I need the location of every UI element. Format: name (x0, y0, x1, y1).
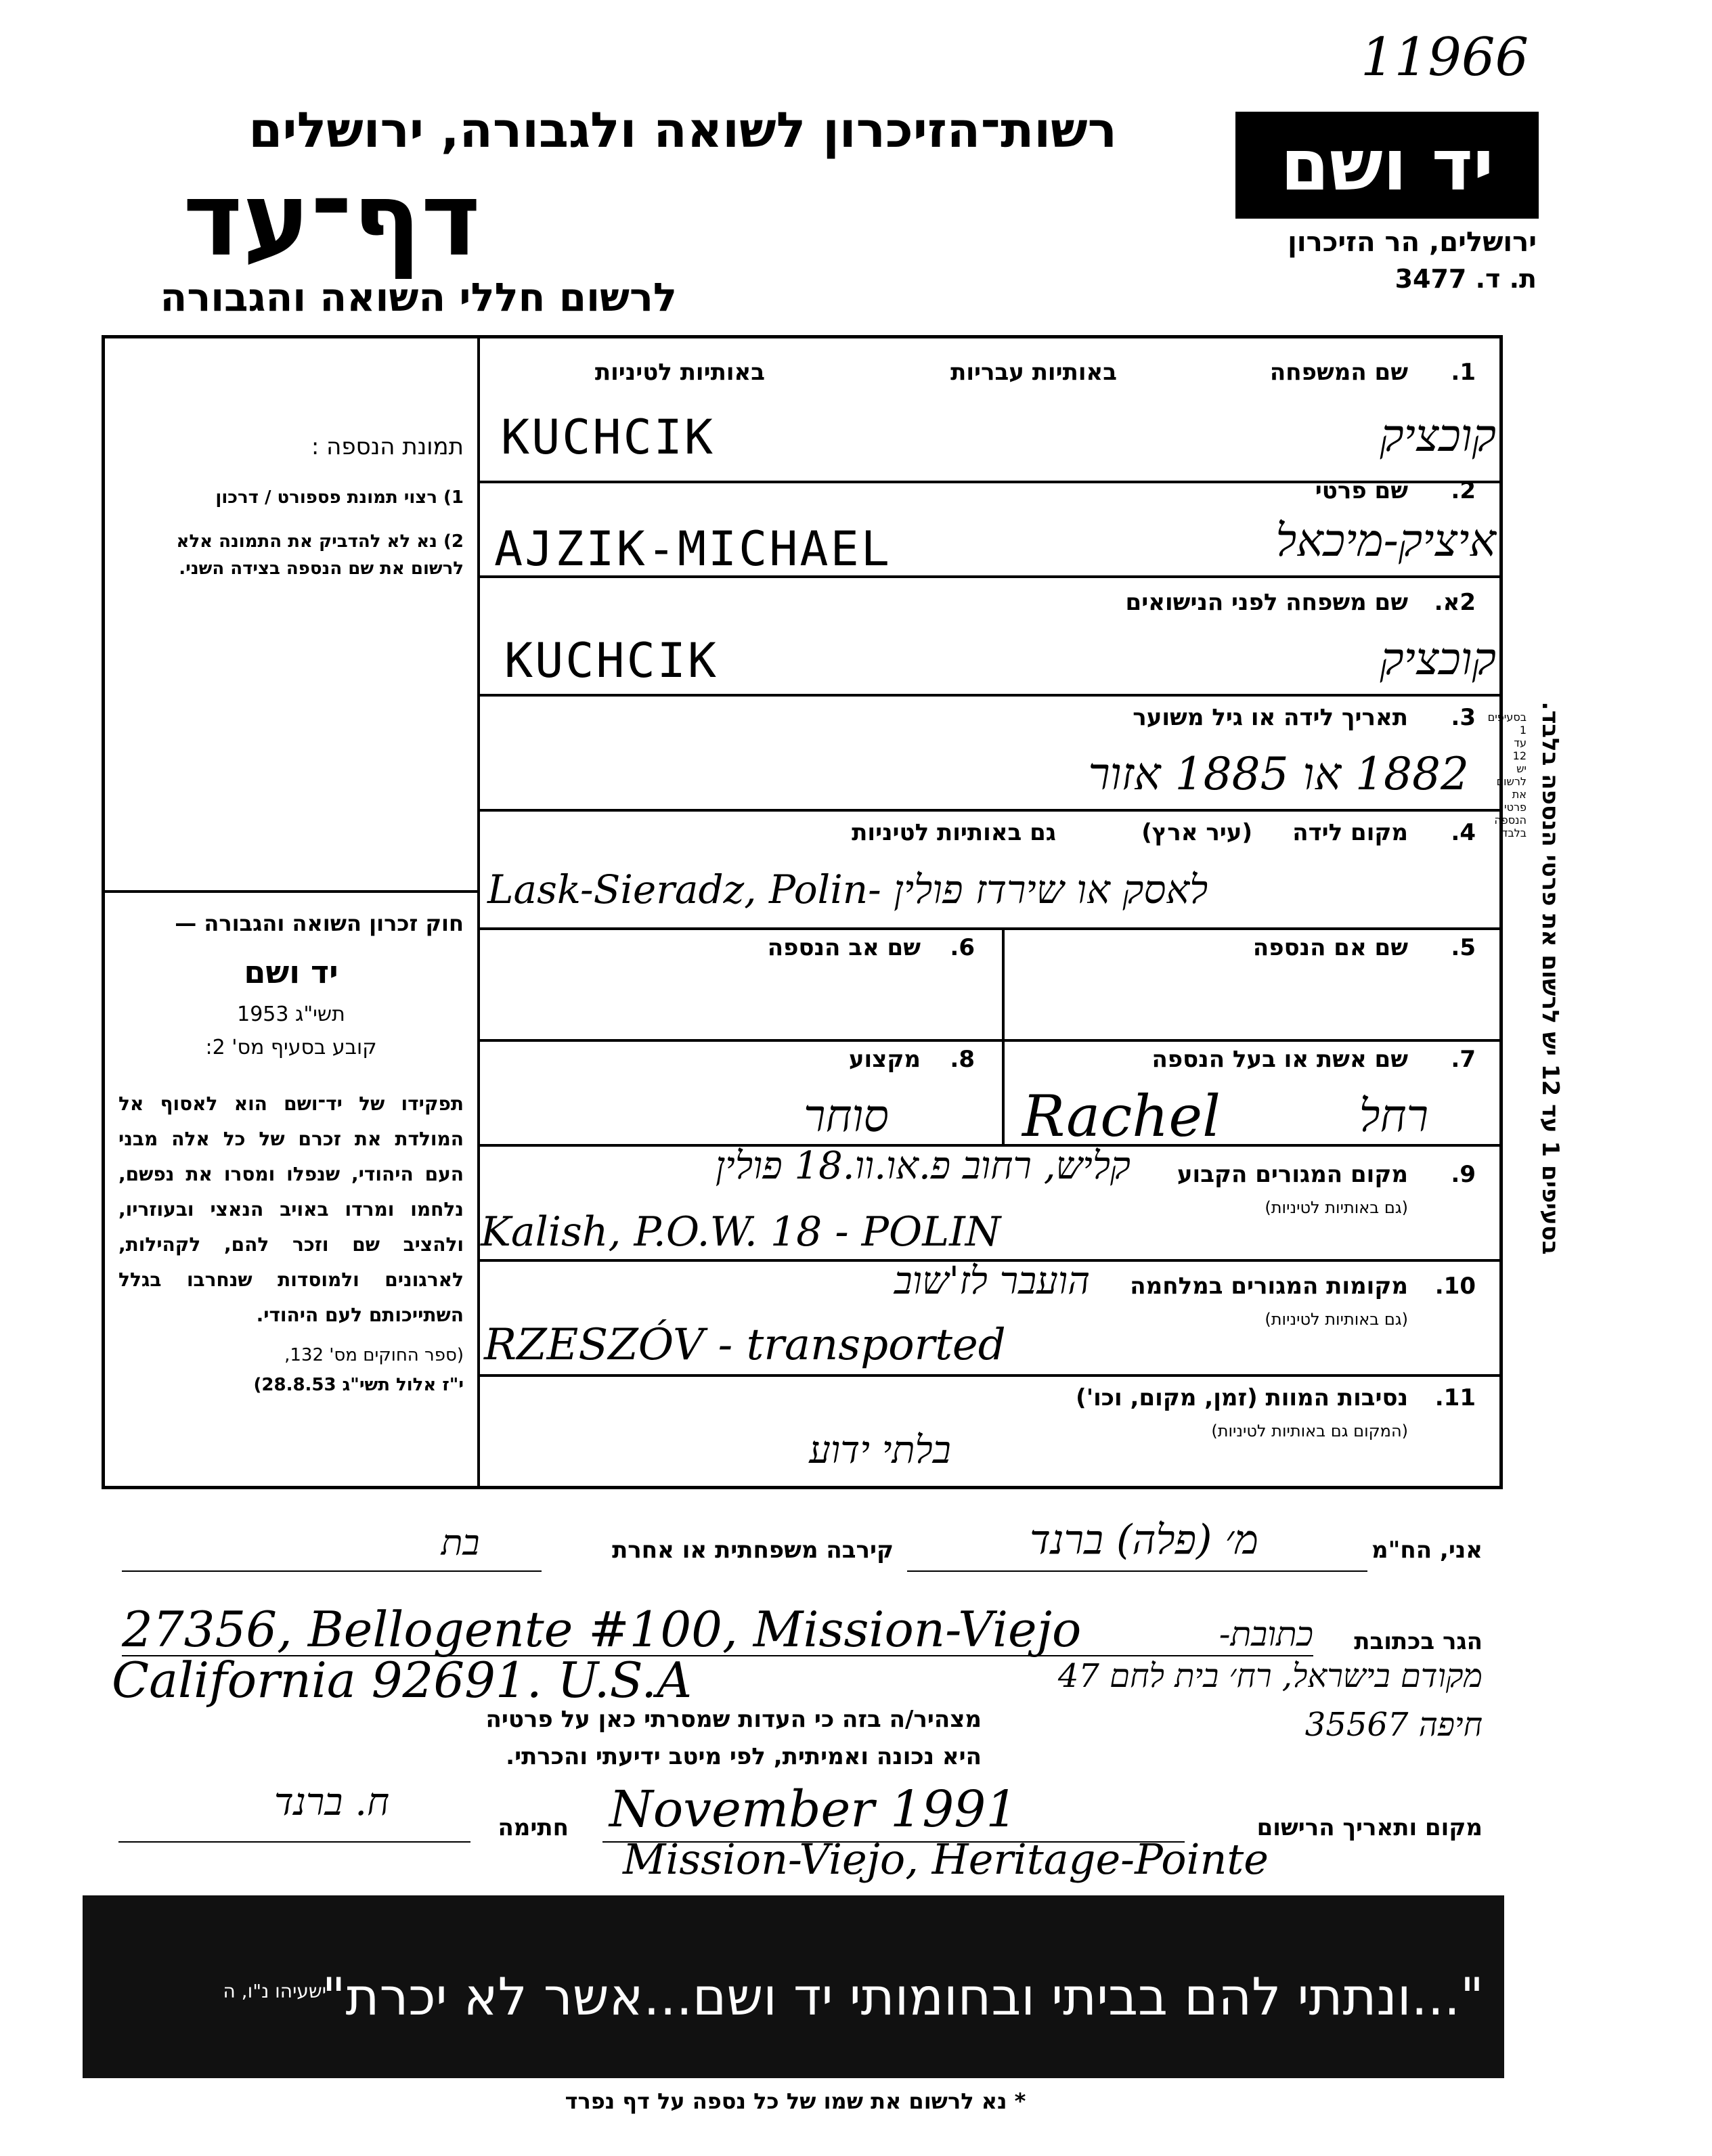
field-7-hebrew-value[interactable]: רחל (1359, 1090, 1428, 1142)
photo-item-1: 1) רצוי תמונת פספורט / דרכון (215, 487, 464, 508)
declarant-name-value[interactable]: מ׳ (פלה) ברנד (1030, 1516, 1258, 1564)
law-title: חוק זכרון השואה והגבורה — (175, 910, 464, 936)
declarant-name-line (907, 1570, 1367, 1572)
field-11-value[interactable]: בלתי ידוע (809, 1428, 951, 1472)
field-2-label: שם פרטי (1315, 477, 1408, 504)
field-7-number: 7. (1451, 1046, 1476, 1073)
field-2-hebrew-value[interactable]: איציק-מיכאל (1275, 514, 1496, 567)
field-9-sub: (גם באותיות לטיניות) (1265, 1198, 1408, 1217)
authority-title: רשות־הזיכרון לשואה ולגבורה, ירושלים (248, 102, 1117, 158)
law-year: תשי"ג 1953 (237, 1003, 345, 1026)
side-note-text: בסעיפים 1 עד 12 יש לרשום את פרטי הנספה בלבד. (1537, 701, 1564, 1255)
field-2a-number: 2א. (1434, 589, 1476, 616)
field-9-label: מקום המגורים הקבוע (1177, 1161, 1408, 1188)
form-title: דף־עד (183, 161, 481, 279)
signature-value[interactable]: ח. ברנד (273, 1780, 390, 1824)
banner-quote: "...ונתתי להם בביתי ובחומותי יד ושם...אשר לא יכרת" (322, 1966, 1484, 2027)
row-line-3 (477, 809, 1503, 812)
field-7-latin-value[interactable]: Rachel (1022, 1083, 1221, 1149)
row-line-10 (477, 1374, 1503, 1377)
photo-item-2: 2) נא לא להדביק את התמונה אלא לרשום את שם הנספה בצידה השני. (176, 531, 464, 579)
signature-label: חתימה (498, 1814, 569, 1841)
footer-note: * נא לרשום את שמו של כל נספה על דף נפרד (565, 2088, 1026, 2114)
field-4-number: 4. (1451, 819, 1476, 846)
field-10-sub: (גם באותיות לטיניות) (1265, 1310, 1408, 1329)
field-2-number: 2. (1451, 477, 1476, 504)
quote-banner (83, 1895, 1504, 2078)
row-line-4 (477, 927, 1503, 930)
field-11-number: 11. (1434, 1384, 1476, 1411)
row-line-2a (477, 694, 1503, 697)
field-6-number: 6. (950, 934, 975, 961)
field-9-number: 9. (1451, 1161, 1476, 1188)
field-11-label: נסיבות המוות (זמן, מקום, וכו') (1076, 1384, 1408, 1411)
photo-instructions (125, 433, 464, 582)
relation-line (122, 1570, 542, 1572)
left-column-split (102, 890, 477, 893)
form-subtitle: לרשום חללי השואה והגבורה (160, 274, 677, 320)
field-5-number: 5. (1451, 934, 1476, 961)
field-7-label: שם אשת או בעל הנספה (1151, 1046, 1408, 1073)
law-body: תפקידו של יד־ושם הוא לאסוף אל המולדת את זכרם של כל אלה מבני העם היהודי, שנפלו ומסרו את נפשם, נלחמו ומרדו באויב הנאצי ובעוזריו, ולהציב שם וזכר להם, לקהילות, לארגונים ולמוסדות שנחרבו בגלל השתייכותם לעם היהודי. (118, 1093, 464, 1326)
po-box: ת. ד. 3477 (1395, 264, 1537, 294)
address-label: הגר בכתובת (1354, 1628, 1483, 1655)
field-3-value[interactable]: 1882 או 1885 אזור (1088, 748, 1469, 800)
field-4-sub: גם באותיות לטיניות (852, 819, 1056, 846)
logo-text: יד ושם (1280, 124, 1494, 206)
signature-line (118, 1841, 470, 1843)
field-1-col-hebrew: באותיות עבריות (950, 359, 1117, 386)
declaration-line-1: מצהיר/ה בזה כי העדות שמסרתי כאן על פרטיה (485, 1706, 982, 1733)
banner-source: ישעיהו נ"ו, ה (223, 1980, 326, 2002)
yad-vashem-logo (1235, 112, 1539, 219)
field-1-label: שם המשפחה (1269, 359, 1408, 386)
field-4-label-paren: (עיר ארץ) (1141, 819, 1252, 846)
record-number: 11966 (1361, 27, 1529, 88)
relation-label: קירבה משפחתית או אחרת (612, 1537, 894, 1564)
field-2a-latin-value[interactable]: KUCHCIK (504, 633, 719, 688)
law-name: יד ושם (244, 954, 338, 990)
field-8-value[interactable]: סוחר (804, 1090, 889, 1142)
field-3-number: 3. (1451, 704, 1476, 731)
law-ref-1: (ספר החוקים מס' 132, (284, 1345, 464, 1365)
row-line-5 (477, 1039, 1503, 1042)
field-2-latin-value[interactable]: AJZIK-MICHAEL (494, 521, 892, 577)
field-5-label: שם אם הנספה (1252, 934, 1408, 961)
field-1-number: 1. (1451, 359, 1476, 386)
field-3-label: תאריך לידה או גיל משוער (1133, 704, 1408, 731)
law-ref-2: י"ז אלול תשי"ג 28.8.53) (253, 1375, 464, 1395)
law-clause: קובע בסעיף מס' 2: (205, 1036, 377, 1059)
left-column-divider (477, 335, 480, 1489)
field-11-sub: (המקום גם באותיות לטיניות) (1211, 1422, 1408, 1440)
address-value-1[interactable]: 27356, Bellogente #100, Mission-Viejo (122, 1601, 1082, 1658)
side-note-rotated (1530, 640, 1564, 1317)
field-9-hebrew-value[interactable]: קליש, רחוב פ.או.וו.18 פולין (715, 1144, 1131, 1188)
field-10-label: מקומות המגורים במלחמה (1130, 1273, 1408, 1300)
field-4-label: מקום לידה (1292, 819, 1408, 846)
field-8-number: 8. (950, 1046, 975, 1073)
field-10-latin-value[interactable]: RZESZÓV - transported (484, 1320, 1006, 1370)
field-1-hebrew-value[interactable]: קוכציק (1380, 410, 1496, 462)
field-8-label: מקצוע (848, 1046, 921, 1073)
photo-title: תמונת הנספה : (311, 433, 464, 460)
field-10-number: 10. (1434, 1273, 1476, 1300)
field-1-col-latin: באותיות לטיניות (594, 359, 765, 386)
address-prefix: כתובת- (1219, 1614, 1313, 1654)
field-10-hebrew-value[interactable]: הועבר לז'שוב (894, 1259, 1090, 1303)
relation-value[interactable]: בת (441, 1523, 480, 1564)
declaration-line-2: היא נכונה ואמיתית, לפי מיטב ידיעתי והכרתי. (506, 1743, 982, 1770)
place-value[interactable]: Mission-Viejo, Heritage-Pointe (623, 1834, 1269, 1884)
declarant-i-label: אני, הח"מ (1371, 1537, 1483, 1564)
field-1-latin-value[interactable]: KUCHCIK (501, 410, 716, 465)
hebrew-address-value[interactable]: מקודם בישראל, רח׳ בית לחם 47 חיפה 35567 (1057, 1657, 1483, 1744)
field-2a-label: שם משפחה לפני הנישואים (1125, 589, 1408, 616)
field-6-label: שם אב הנספה (767, 934, 921, 961)
address-value-2[interactable]: California 92691. U.S.A (112, 1652, 693, 1709)
field-4-value[interactable]: Lask-Sieradz, Polin- לאסק או שירדז פולין (487, 866, 1208, 912)
field-9-latin-value[interactable]: Kalish, P.O.W. 18 - POLIN (481, 1208, 1001, 1256)
field-2a-hebrew-value[interactable]: קוכציק (1380, 633, 1496, 685)
address-line: ירושלים, הר הזיכרון (1288, 227, 1537, 258)
place-date-label: מקום ותאריך הרישום (1256, 1814, 1483, 1841)
date-value[interactable]: November 1991 (609, 1780, 1018, 1839)
col-split-5-8 (1002, 927, 1005, 1144)
law-block (118, 910, 464, 1395)
